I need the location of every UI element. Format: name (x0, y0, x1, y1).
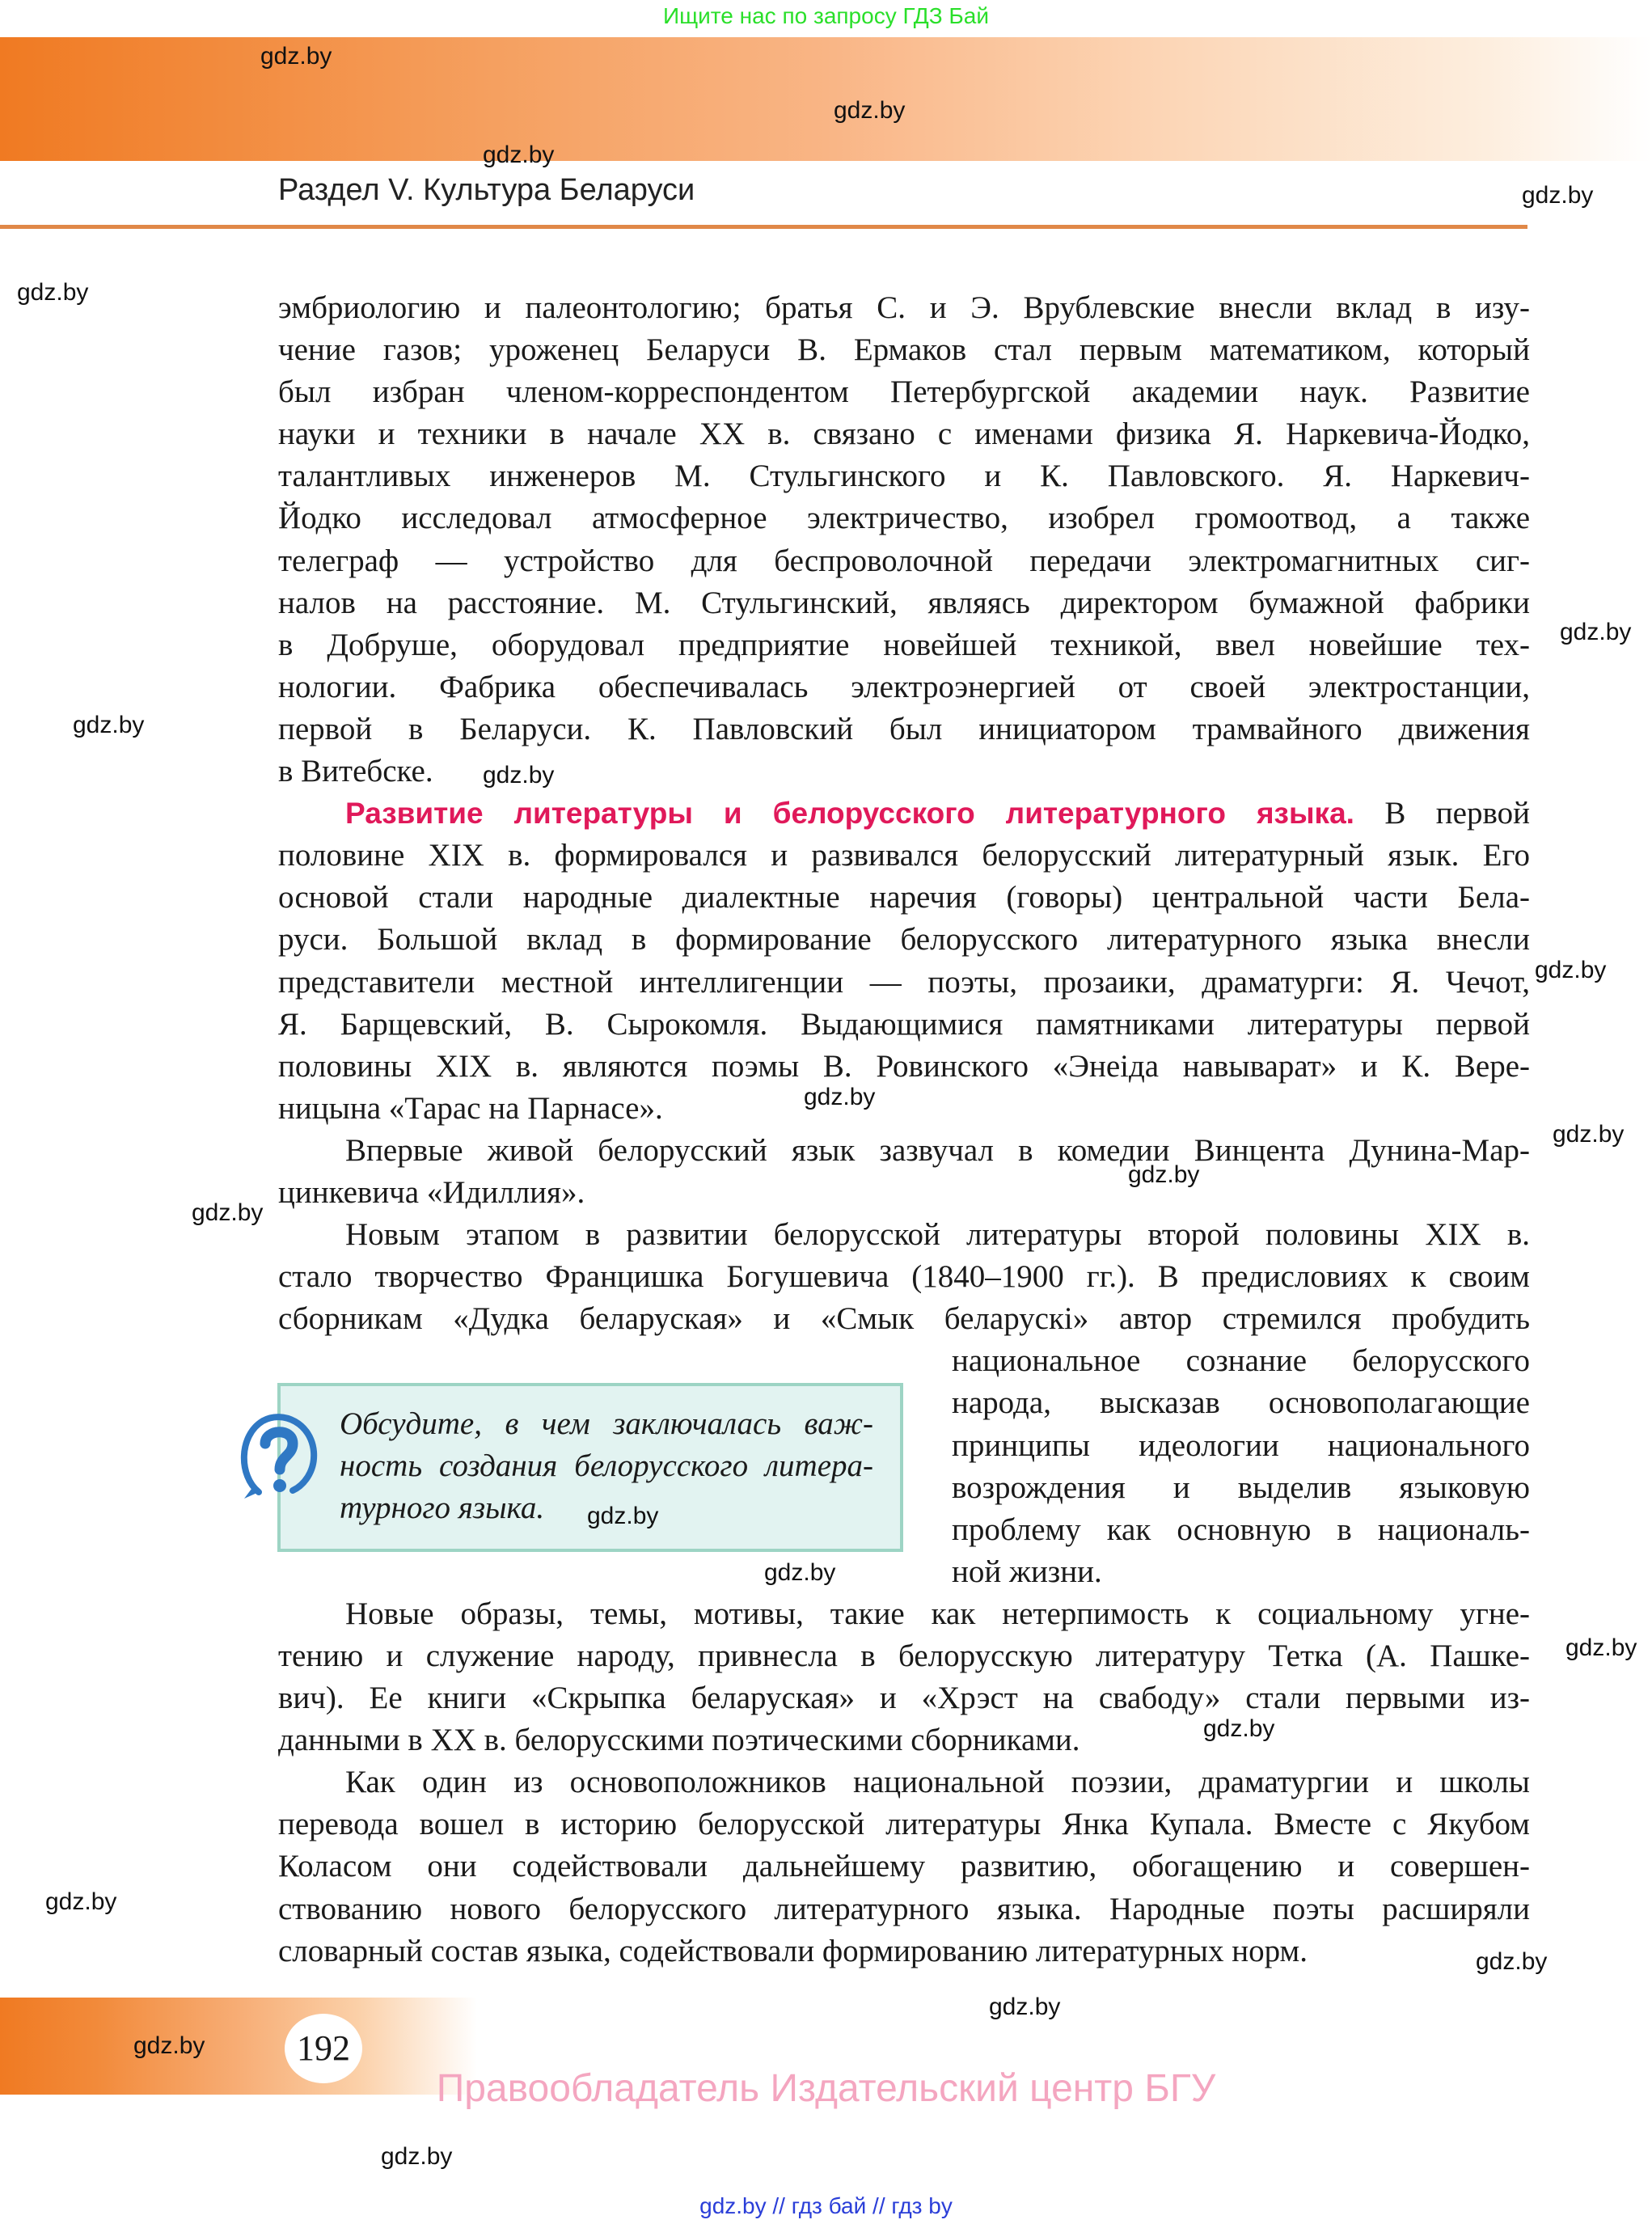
text-line: ницына «Тарас на Парнасе». (278, 1090, 663, 1126)
question-line: ность создания белорусского литера- (340, 1448, 873, 1483)
header-rule (0, 225, 1527, 229)
watermark: gdz.by (1565, 1634, 1637, 1661)
text-line: стало творчество Францишка Богушевича (1840–1900 гг.). В предисловиях к своим (278, 1259, 1530, 1295)
watermark: gdz.by (73, 712, 145, 738)
text-line: телеграф — устройство для беспроволочной передачи электромагнитных сиг- (278, 543, 1530, 578)
text-line: принципы идеологии национального (952, 1427, 1530, 1463)
text-line: в Добруше, оборудовал предприятие новейшей техникой, ввел новейшие тех- (278, 627, 1530, 662)
text-line: чение газов; уроженец Беларуси В. Ермаков стал первым математиком, который (278, 332, 1530, 368)
watermark: gdz.by (260, 43, 332, 70)
text-line: национальное сознание белорусского (952, 1343, 1530, 1379)
text-line: ной жизни. (952, 1554, 1102, 1589)
watermark: gdz.by (764, 1559, 836, 1586)
watermark: gdz.by (1560, 619, 1632, 645)
text-line: ствованию нового белорусского литературного языка. Народные поэты расширяли (278, 1891, 1530, 1926)
text-line: представители местной интеллигенции — поэты, прозаики, драматурги: Я. Чечот, (278, 964, 1530, 1000)
text-line: Я. Барщевский, В. Сырокомля. Выдающимися памятниками литературы первой (278, 1006, 1530, 1042)
text-line-rest: В первой (1354, 796, 1530, 831)
text-line: первой в Беларуси. К. Павловский был инициатором трамвайного движения (278, 711, 1530, 746)
text-line: возрождения и выделив языковую (952, 1469, 1530, 1505)
watermark: gdz.by (133, 2032, 205, 2059)
question-line: Обсудите, в чем заключалась важ- (340, 1406, 873, 1441)
search-hint: Ищите нас по запросу ГДЗ Бай (662, 3, 990, 28)
text-line: Коласом они содействовали дальнейшему развитию, обогащению и совершен- (278, 1849, 1530, 1884)
text-line: половины XIX в. являются поэмы В. Ровинского «Энеіда навыварат» и К. Вере- (278, 1048, 1530, 1084)
text-line: Впервые живой белорусский язык зазвучал в комедии Винцента Дунина-Мар- (345, 1132, 1530, 1168)
header-band (0, 37, 1652, 161)
text-line: половине XIX в. формировался и развивался белорусский литературный язык. Его (278, 838, 1530, 873)
text-line: был избран членом-корреспондентом Петербургской академии наук. Развитие (278, 374, 1530, 410)
watermark: gdz.by (1128, 1161, 1200, 1188)
watermark: gdz.by (804, 1084, 876, 1110)
bottom-links[interactable]: gdz.by // гдз бай // гдз by (699, 2193, 953, 2218)
text-line (278, 793, 1530, 835)
text-line: словарный состав языка, содействовали формированию литературных норм. (278, 1933, 1308, 1968)
text-line: талантливых инженеров М. Стульгинского и К. Павловского. Я. Наркевич- (278, 459, 1530, 494)
text-line: нологии. Фабрика обеспечивалась электроэнергией от своей электростанции, (278, 669, 1530, 704)
text-line: перевода вошел в историю белорусской литературы Янка Купала. Вместе с Якубом (278, 1807, 1530, 1842)
section-heading: Развитие литературы и белорусского литературного языка. (345, 797, 1354, 831)
body-text (278, 287, 1530, 1972)
text-line: вич). Ее книги «Скрыпка беларуская» и «Хрэст на свабоду» стали первыми из- (278, 1681, 1530, 1716)
text-line: науки и техники в начале XX в. связано с именами физика Я. Наркевича-Йодко, (278, 416, 1530, 452)
question-line: турного языка. (340, 1490, 545, 1525)
page-number: 192 (285, 2014, 362, 2083)
text-line: данными в XX в. белорусскими поэтическими сборниками. (278, 1723, 1080, 1758)
copyright-notice: Правообладатель Издательский центр БГУ (436, 2067, 1216, 2110)
watermark: gdz.by (1535, 957, 1607, 983)
text-line: основой стали народные диалектные наречия (говоры) центральной части Бела- (278, 880, 1530, 915)
text-line: Новые образы, темы, мотивы, такие как нетерпимость к социальному угне- (345, 1596, 1530, 1631)
watermark: gdz.by (1522, 182, 1594, 209)
text-line: эмбриологию и палеонтологию; братья С. и Э. Врублевские внесли вклад в изу- (278, 290, 1530, 325)
text-line: Как один из основоположников национальной поэзии, драматургии и школы (345, 1765, 1530, 1800)
watermark: gdz.by (1476, 1948, 1548, 1975)
text-line: в Витебске. (278, 754, 433, 789)
text-line: тению и служение народу, привнесла в белорусскую литературу Тетка (А. Пашке- (278, 1638, 1530, 1673)
watermark: gdz.by (17, 279, 89, 306)
watermark: gdz.by (483, 762, 555, 789)
text-line: руси. Большой вклад в формирование белорусского литературного языка внесли (278, 922, 1530, 958)
watermark: gdz.by (192, 1199, 264, 1226)
watermark: gdz.by (381, 2143, 453, 2170)
watermark: gdz.by (45, 1888, 117, 1915)
text-line: Новым этапом в развитии белорусской литературы второй половины XIX в. (345, 1217, 1530, 1253)
text-line: налов на расстояние. М. Стульгинский, являясь директором бумажной фабрики (278, 585, 1530, 620)
text-line: сборникам «Дудка беларуская» и «Смык беларускі» автор стремился пробудить (278, 1301, 1530, 1337)
text-line: проблему как основную в националь- (952, 1512, 1530, 1547)
watermark: gdz.by (1553, 1121, 1625, 1148)
text-line: народа, высказав основополагающие (952, 1385, 1530, 1421)
watermark: gdz.by (834, 97, 906, 124)
watermark: gdz.by (1203, 1715, 1275, 1742)
section-title: Раздел V. Культура Беларуси (278, 173, 695, 207)
watermark: gdz.by (989, 1994, 1061, 2020)
text-line: цинкевича «Идиллия». (278, 1174, 585, 1210)
text-line: Йодко исследовал атмосферное электричество, изобрел громоотвод, а также (278, 501, 1530, 536)
watermark: gdz.by (587, 1503, 659, 1529)
watermark: gdz.by (483, 142, 555, 168)
